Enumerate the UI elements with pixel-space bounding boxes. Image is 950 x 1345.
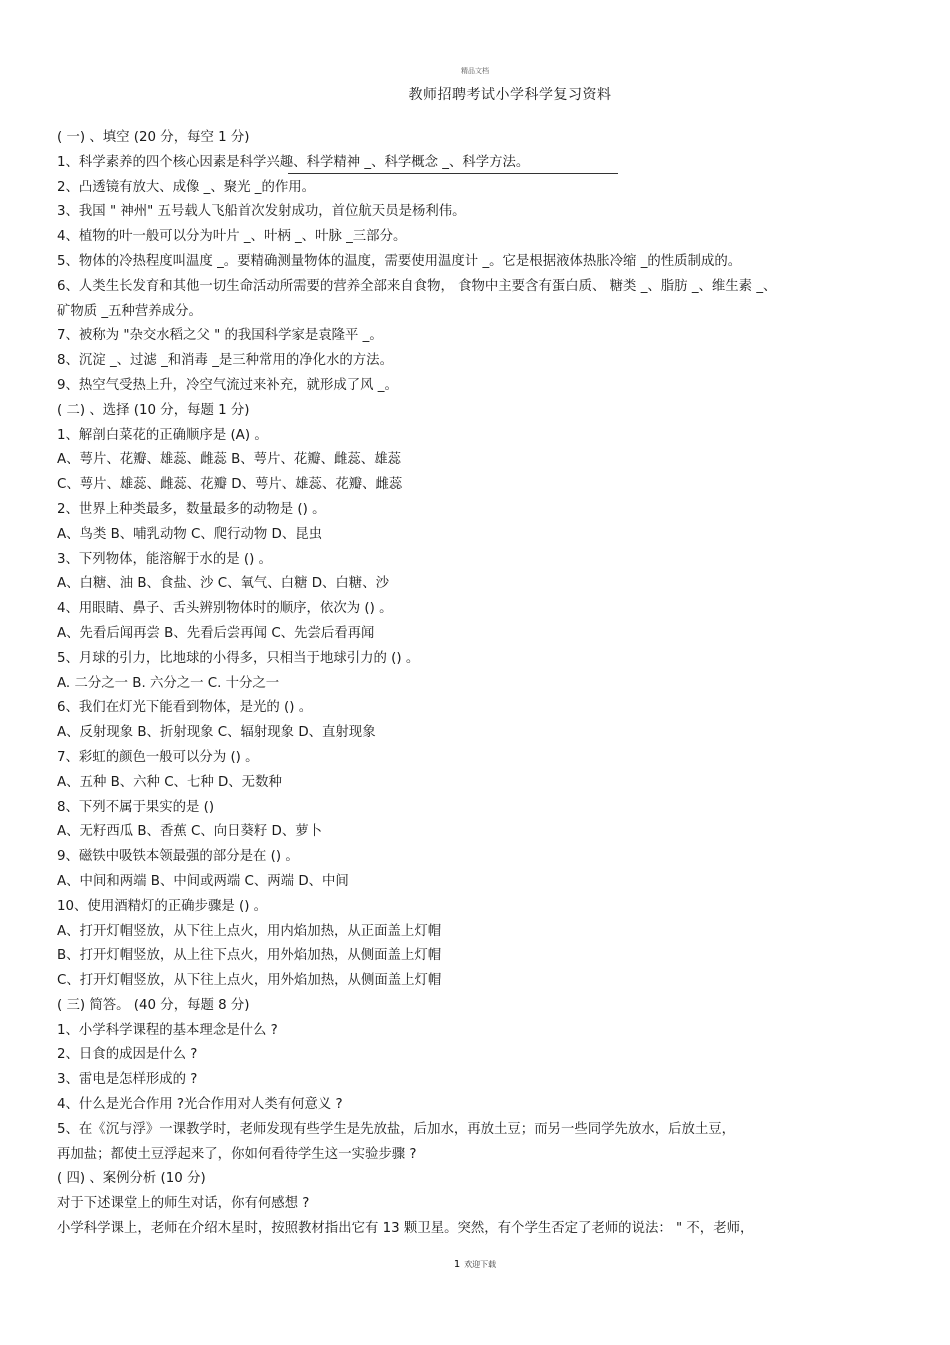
text-line: 7、被称为 "杂交水稻之父 " 的我国科学家是袁隆平 _。 xyxy=(57,328,383,344)
text-line: A. 二分之一 B. 六分之一 C. 十分之一 xyxy=(57,675,280,691)
text-line: C、打开灯帽竖放，从下往上点火，用外焰加热，从侧面盖上灯帽 xyxy=(57,973,442,989)
text-line: 1、小学科学课程的基本理念是什么 ? xyxy=(57,1022,278,1038)
text-line: 1、科学素养的四个核心因素是科学兴趣、科学精神 _、科学概念 _、科学方法。 xyxy=(57,154,530,170)
text-line: A、五种 B、六种 C、七种 D、无数种 xyxy=(57,774,282,790)
text-line: 7、彩虹的颜色一般可以分为 () 。 xyxy=(57,749,259,765)
text-line: A、中间和两端 B、中间或两端 C、两端 D、中间 xyxy=(57,873,349,889)
text-line: 9、磁铁中吸铁本领最强的部分是在 () 。 xyxy=(57,849,299,865)
text-line: 1、解剖白菜花的正确顺序是 (A) 。 xyxy=(57,427,268,443)
header-note: 精品文档 xyxy=(461,67,489,75)
text-line: 8、沉淀 _、过滤 _和消毒 _是三种常用的净化水的方法。 xyxy=(57,353,393,369)
text-line: 4、什么是光合作用 ?光合作用对人类有何意义 ? xyxy=(57,1097,343,1113)
document-title: 教师招聘考试小学科学复习资料 xyxy=(408,87,612,103)
footer-note: 欢迎下载 xyxy=(464,1260,497,1269)
text-line: 2、日食的成因是什么 ? xyxy=(57,1047,198,1063)
text-line: ( 四) 、案例分析 (10 分) xyxy=(57,1171,206,1187)
text-line: 9、热空气受热上升，冷空气流过来补充，就形成了风 _。 xyxy=(57,377,398,393)
text-line: 3、我国 " 神州" 五号载人飞船首次发射成功，首位航天员是杨利伟。 xyxy=(57,204,466,220)
text-line: 4、用眼睛、鼻子、舌头辨别物体时的顺序，依次为 () 。 xyxy=(57,601,393,617)
text-line: 4、植物的叶一般可以分为叶片 _、叶柄 _、叶脉 _三部分。 xyxy=(57,229,407,245)
text-line: ( 三) 简答。 (40 分，每题 8 分) xyxy=(57,997,250,1013)
text-line: 2、凸透镜有放大、成像 _、聚光 _的作用。 xyxy=(57,179,316,195)
page-footer xyxy=(0,1259,950,1270)
text-line: A、无籽西瓜 B、香蕉 C、向日葵籽 D、萝卜 xyxy=(57,824,323,840)
text-line: 5、物体的冷热程度叫温度 _。要精确测量物体的温度，需要使用温度计 _。它是根据液体热胀冷缩 _的性质制成的。 xyxy=(57,253,742,269)
text-line: C、萼片、雄蕊、雌蕊、花瓣 D、萼片、雄蕊、花瓣、雌蕊 xyxy=(57,477,403,493)
text-line: 6、人类生长发育和其他一切生命活动所需要的营养全部来自食物， 食物中主要含有蛋白质、 糖类 _、脂肪 _、维生素 _、 xyxy=(57,278,777,294)
document-body xyxy=(57,126,907,1242)
text-line: 8、下列不属于果实的是 () xyxy=(57,799,215,815)
text-line: 6、我们在灯光下能看到物体，是光的 () 。 xyxy=(57,700,313,716)
text-line: 再加盐；都使土豆浮起来了，你如何看待学生这一实验步骤 ? xyxy=(57,1146,417,1162)
text-line: A、白糖、油 B、食盐、沙 C、氧气、白糖 D、白糖、沙 xyxy=(57,576,389,592)
text-line: A、打开灯帽竖放，从下往上点火，用内焰加热，从正面盖上灯帽 xyxy=(57,923,442,939)
text-line: 3、雷电是怎样形成的 ? xyxy=(57,1072,198,1088)
text-line: ( 一) 、填空 (20 分，每空 1 分) xyxy=(57,130,250,145)
text-line: 2、世界上种类最多，数量最多的动物是 () 。 xyxy=(57,501,326,517)
text-line: 小学科学课上，老师在介绍木星时，按照教材指出它有 13 颗卫星。突然，有个学生否定了老师的说法： " 不，老师， xyxy=(57,1221,754,1237)
text-line: 矿物质 _五种营养成分。 xyxy=(57,303,202,319)
text-line: 3、下列物体，能溶解于水的是 () 。 xyxy=(57,551,272,567)
text-line: A、先看后闻再尝 B、先看后尝再闻 C、先尝后看再闻 xyxy=(57,625,375,641)
text-line: ( 二) 、选择 (10 分，每题 1 分) xyxy=(57,402,250,418)
text-line: 对于下述课堂上的师生对话，你有何感想 ? xyxy=(57,1196,310,1212)
text-line: 5、月球的引力，比地球的小得多，只相当于地球引力的 () 。 xyxy=(57,650,420,666)
text-line: 10、使用酒精灯的正确步骤是 () 。 xyxy=(57,898,268,914)
text-line: 5、在《沉与浮》一课教学时，老师发现有些学生是先放盐，后加水，再放土豆；而另一些同学先放水，后放土豆， xyxy=(57,1121,736,1137)
text-line: A、反射现象 B、折射现象 C、辐射现象 D、直射现象 xyxy=(57,725,376,741)
text-line: A、萼片、花瓣、雄蕊、雌蕊 B、萼片、花瓣、雌蕊、雄蕊 xyxy=(57,452,401,468)
page-number: 1 xyxy=(453,1259,461,1270)
text-line: B、打开灯帽竖放，从上往下点火，用外焰加热，从侧面盖上灯帽 xyxy=(57,948,442,964)
text-line: A、鸟类 B、哺乳动物 C、爬行动物 D、昆虫 xyxy=(57,526,323,542)
